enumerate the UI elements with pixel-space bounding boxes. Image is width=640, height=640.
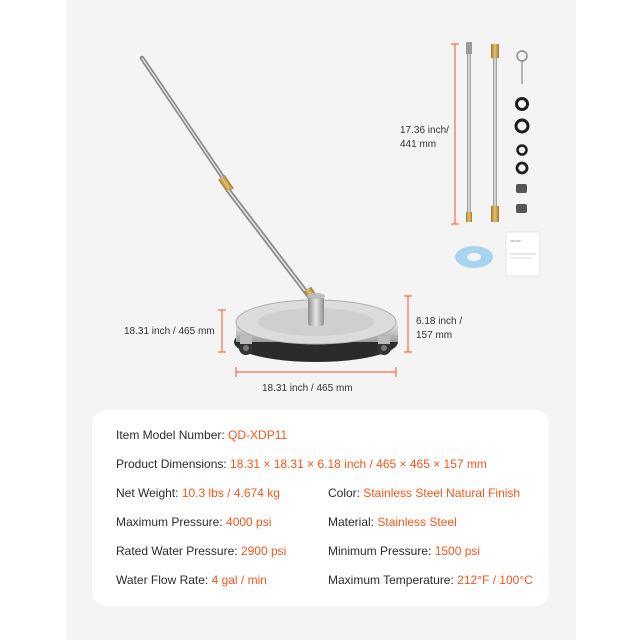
extension-length-label: 17.36 inch/ 441 mm (400, 125, 449, 150)
spec-flow-rate (116, 573, 267, 587)
depth-label: 18.31 inch / 465 mm (124, 326, 215, 337)
spec-value: Stainless Steel (377, 515, 457, 529)
spec-model (116, 428, 287, 442)
height-label: 6.18 inch / 157 mm (416, 316, 463, 341)
thread-tape (455, 246, 493, 268)
spec-label: Maximum Temperature: (328, 573, 458, 587)
spec-value: 4 gal / min (211, 573, 267, 587)
spec-label: Net Weight: (116, 486, 182, 500)
nozzle-icon (516, 184, 527, 193)
spec-value: Stainless Steel Natural Finish (363, 486, 521, 500)
spec-value: 212°F / 100°C (457, 573, 533, 587)
spec-value: 1500 psi (434, 544, 481, 558)
spec-dimensions (116, 457, 487, 471)
spec-value: 18.31 × 18.31 × 6.18 inch / 465 × 465 × 157 mm (230, 457, 487, 471)
spec-color (328, 486, 520, 500)
spec-min-pressure (328, 544, 480, 558)
cleaning-pin-icon (517, 51, 527, 61)
o-ring-icon (517, 99, 528, 110)
o-ring-icon (516, 120, 528, 132)
surface-cleaner (234, 293, 398, 362)
spec-label: Item Model Number: (116, 428, 229, 442)
spec-value: 2900 psi (240, 544, 287, 558)
o-ring-icon (518, 146, 527, 155)
spec-max-temperature (328, 573, 533, 587)
spec-material (328, 515, 457, 529)
manual-brand: VEVOR (510, 239, 521, 243)
spec-label: Minimum Pressure: (328, 544, 435, 558)
spec-label: Material: (328, 515, 378, 529)
spec-weight (116, 486, 280, 500)
width-label: 18.31 inch / 465 mm (262, 383, 353, 394)
extension-wand (142, 58, 321, 307)
extension-rods (466, 42, 499, 222)
spec-value: 10.3 lbs / 4.674 kg (181, 486, 280, 500)
spec-label: Maximum Pressure: (116, 515, 227, 529)
spec-value: QD-XDP11 (228, 428, 288, 442)
spec-label: Water Flow Rate: (116, 573, 212, 587)
spec-label: Color: (328, 486, 364, 500)
spec-max-pressure (116, 515, 271, 529)
nozzle-icon (516, 204, 527, 213)
spec-rated-pressure (116, 544, 286, 558)
spec-label: Rated Water Pressure: (116, 544, 241, 558)
accessories (516, 51, 528, 213)
spec-value: 4000 psi (226, 515, 272, 529)
user-manual (506, 232, 540, 276)
o-ring-icon (517, 163, 527, 173)
spec-label: Product Dimensions: (116, 457, 231, 471)
